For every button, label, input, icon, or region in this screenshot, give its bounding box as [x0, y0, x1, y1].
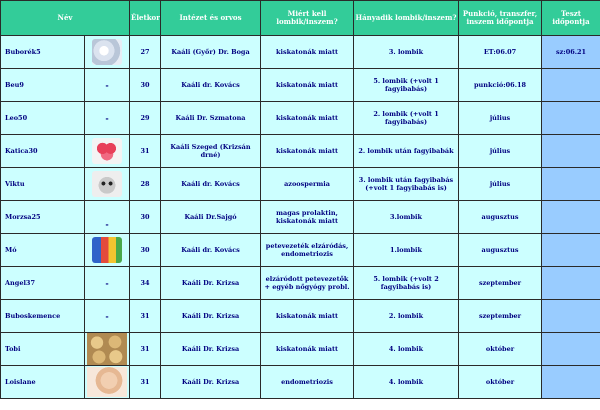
age-cell: 31	[130, 366, 161, 399]
reason-cell: kiskatonák miatt	[261, 69, 354, 102]
date-cell: július	[459, 102, 542, 135]
test-cell: sz:06.21	[542, 36, 600, 69]
clinic-cell: Kaáli Dr. Krizsa	[161, 300, 261, 333]
table-row	[1, 135, 600, 168]
header-punkcio: Punkció, transzfer, inszem időpontja	[459, 1, 542, 36]
date-cell: szeptember	[459, 267, 542, 300]
test-cell	[542, 201, 600, 234]
nick-cell: Buboskemence	[1, 300, 85, 333]
clinic-cell: Kaáli dr. Kovács	[161, 234, 261, 267]
nick-cell: Leo50	[1, 102, 85, 135]
test-cell	[542, 135, 600, 168]
test-cell	[542, 333, 600, 366]
date-cell: augusztus	[459, 201, 542, 234]
test-cell	[542, 69, 600, 102]
attempt-cell: 2. lombik	[354, 300, 459, 333]
nick-cell: Loislane	[1, 366, 85, 399]
clinic-cell: Kaáli Dr.Sajgó	[161, 201, 261, 234]
flower-avatar-icon	[92, 39, 122, 65]
date-cell: szeptember	[459, 300, 542, 333]
table-row	[1, 201, 600, 234]
header-miert: Miért kell lombik/inszem?	[261, 1, 354, 36]
header-teszt: Teszt időpontja	[542, 1, 600, 36]
age-cell: 34	[130, 267, 161, 300]
baby-avatar-icon	[87, 367, 127, 397]
avatar-cell	[85, 36, 130, 69]
age-cell: 31	[130, 300, 161, 333]
clinic-cell: Kaáli Dr. Krizsa	[161, 267, 261, 300]
attempt-cell: 2. lombik (+volt 1 fagyibabás)	[354, 102, 459, 135]
header-row	[1, 1, 600, 36]
clinic-cell: Kaáli Dr. Krizsa	[161, 366, 261, 399]
table-row	[1, 36, 600, 69]
date-cell: augusztus	[459, 234, 542, 267]
avatar-cell	[85, 234, 130, 267]
clinic-cell: Kaáli dr. Kovács	[161, 168, 261, 201]
header-nev: Név	[1, 1, 130, 36]
test-cell	[542, 168, 600, 201]
avatar-dash: -	[105, 219, 109, 229]
attempt-cell: 1.lombik	[354, 234, 459, 267]
reason-cell: kiskatonák miatt	[261, 300, 354, 333]
table-row	[1, 333, 600, 366]
reason-cell: kiskatonák miatt	[261, 36, 354, 69]
nick-cell: Angel37	[1, 267, 85, 300]
clinic-cell: Kaáli (Győr) Dr. Boga	[161, 36, 261, 69]
age-cell: 28	[130, 168, 161, 201]
clinic-cell: Kaáli Szeged (Krizsán drné)	[161, 135, 261, 168]
date-cell: július	[459, 135, 542, 168]
reason-cell: magas prolaktin, kiskatonák miatt	[261, 201, 354, 234]
toys-avatar-icon	[92, 237, 122, 263]
nick-cell: Tobi	[1, 333, 85, 366]
date-cell: október	[459, 366, 542, 399]
attempt-cell: 3. lombik után fagyibabás (+volt 1 fagyibabás is)	[354, 168, 459, 201]
avatar-cell	[85, 135, 130, 168]
test-cell	[542, 300, 600, 333]
table-row	[1, 267, 600, 300]
table-row	[1, 234, 600, 267]
cat-avatar-icon	[92, 171, 122, 197]
attempt-cell: 5. lombik (+volt 2 fagyibabás is)	[354, 267, 459, 300]
table-row	[1, 69, 600, 102]
age-cell: 30	[130, 69, 161, 102]
nick-cell: Mó	[1, 234, 85, 267]
avatar-cell	[85, 366, 130, 399]
table-row	[1, 300, 600, 333]
age-cell: 30	[130, 201, 161, 234]
attempt-cell: 4. lombik	[354, 333, 459, 366]
age-cell: 27	[130, 36, 161, 69]
avatar-placeholder: -	[85, 267, 130, 300]
potatoes-avatar-icon	[87, 333, 127, 365]
attempt-cell: 3. lombik	[354, 36, 459, 69]
reason-cell: elzáródott petevezetők + egyéb nőgyógy probl.	[261, 267, 354, 300]
ladybug-heart-icon	[92, 138, 122, 164]
date-cell: július	[459, 168, 542, 201]
nick-cell: Morzsa25	[1, 201, 85, 234]
reason-cell: kiskatonák miatt	[261, 333, 354, 366]
test-cell	[542, 234, 600, 267]
age-cell: 31	[130, 333, 161, 366]
attempt-cell: 5. lombik (+volt 1 fagyibabás)	[354, 69, 459, 102]
clinic-cell: Kaáli Dr. Krizsa	[161, 333, 261, 366]
age-cell: 31	[130, 135, 161, 168]
header-intezet: Intézet és orvos	[161, 1, 261, 36]
nick-cell: Buborék5	[1, 36, 85, 69]
avatar-cell	[85, 168, 130, 201]
reason-cell: petevezeték elzáródás, endometriozis	[261, 234, 354, 267]
reason-cell: kiskatonák miatt	[261, 135, 354, 168]
date-cell: október	[459, 333, 542, 366]
reason-cell: kiskatonák miatt	[261, 102, 354, 135]
nick-cell: Katica30	[1, 135, 85, 168]
date-cell: ET:06.07	[459, 36, 542, 69]
header-hanyadik: Hányadik lombik/inszem?	[354, 1, 459, 36]
header-eletkor: Életkor	[130, 1, 161, 36]
table-row	[1, 102, 600, 135]
test-cell	[542, 366, 600, 399]
test-cell	[542, 267, 600, 300]
reason-cell: endometriozis	[261, 366, 354, 399]
table-row	[1, 168, 600, 201]
attempt-cell: 2. lombik után fagyibabák	[354, 135, 459, 168]
test-cell	[542, 102, 600, 135]
avatar-placeholder: -	[85, 102, 130, 135]
date-cell: punkció:06.18	[459, 69, 542, 102]
avatar-placeholder: -	[85, 69, 130, 102]
nick-cell: Viktu	[1, 168, 85, 201]
table-row	[1, 366, 600, 399]
nick-cell: Beu9	[1, 69, 85, 102]
clinic-cell: Kaáli Dr. Szmatona	[161, 102, 261, 135]
avatar-placeholder: -	[85, 300, 130, 333]
clinic-cell: Kaáli dr. Kovács	[161, 69, 261, 102]
reason-cell: azoospermia	[261, 168, 354, 201]
avatar-placeholder	[85, 201, 130, 234]
attempt-cell: 4. lombik	[354, 366, 459, 399]
age-cell: 29	[130, 102, 161, 135]
attempt-cell: 3.lombik	[354, 201, 459, 234]
age-cell: 30	[130, 234, 161, 267]
avatar-cell	[85, 333, 130, 366]
